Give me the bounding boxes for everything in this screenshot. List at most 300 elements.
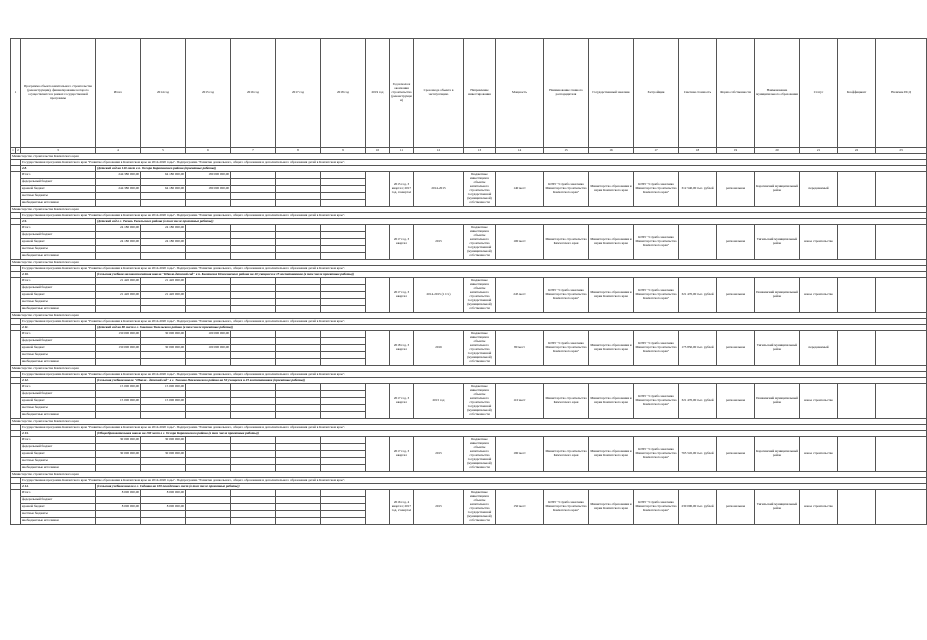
header-cell-program: Программа объекта капитального строительства (реконструкции), финансирование которого осуществляется в рамках государственной программы [21, 39, 96, 148]
deadline: 2015 [414, 225, 464, 260]
amount-2017 [276, 412, 321, 419]
column-number-cell: 8 [276, 148, 321, 154]
finance-label: краевой бюджет [21, 504, 96, 511]
amount-2016 [231, 352, 276, 359]
municipality: Тигильский муниципальный район [755, 490, 800, 525]
program-label: Государственная программа Камчатского края "Развитие образования в Камчатском крае на 2014-2020 годы". Подпрограмма "Развитие дошкольного, общего образования и дополнительного образования детей в Камчатском крае". [21, 160, 927, 166]
finance-label: федеральный бюджет [21, 444, 96, 451]
construction-years: 2018 год, 3 квартал [390, 331, 414, 366]
municipality: Пенжинский муниципальный район [755, 278, 800, 313]
object-title: (Общеобразовательная школа на 190 мест в с. Оссора Карагинского района (в том числе проектные работы)) [96, 431, 927, 437]
amount-2014 [141, 200, 186, 207]
year-2019 [366, 331, 390, 366]
amount-2016 [231, 458, 276, 465]
coefficient [838, 172, 876, 207]
amount-total [96, 179, 141, 186]
state-customer: Министерство образования и науки Камчатского края [589, 172, 634, 207]
state-customer: Министерство образования и науки Камчатского края [589, 278, 634, 313]
finance-row [11, 225, 927, 232]
amount-total [96, 458, 141, 465]
year-2019 [366, 225, 390, 260]
finance-label: внебюджетные источники [21, 518, 96, 525]
object-left-spacer [11, 331, 21, 366]
capacity: 80 мест [496, 331, 544, 366]
amount-total [96, 253, 141, 260]
psd [876, 278, 927, 313]
object-status: новое строительство [800, 384, 838, 419]
amount-2015 [186, 193, 231, 200]
finance-label: федеральный бюджет [21, 232, 96, 239]
amount-2015 [186, 458, 231, 465]
finance-label: местные бюджеты [21, 458, 96, 465]
amount-2015 [186, 200, 231, 207]
finance-label: федеральный бюджет [21, 338, 96, 345]
amount-2018 [321, 239, 366, 246]
program-label: Государственная программа Камчатского края "Развитие образования в Камчатском крае на 2014-2020 годы". Подпрограмма "Развитие дошкольного, общего образования и дополнительного образования детей в Камчатском крае". [21, 425, 927, 431]
amount-2018 [321, 490, 366, 497]
estimated-cost: 321 470,00 тыс. рублей [679, 278, 717, 313]
amount-total [96, 200, 141, 207]
column-number-cell: 6 [186, 148, 231, 154]
amount-2014 [141, 518, 186, 525]
coefficient [838, 384, 876, 419]
amount-total: 244 380 000,00 [96, 186, 141, 193]
finance-label: Итого [21, 172, 96, 179]
amount-2016 [231, 359, 276, 366]
header-cell-total: Итого [96, 39, 141, 148]
amount-2017 [276, 345, 321, 352]
finance-row [11, 490, 927, 497]
state-customer: Министерство образования и науки Камчатского края [589, 331, 634, 366]
amount-2018 [321, 331, 366, 338]
finance-label: федеральный бюджет [21, 391, 96, 398]
amount-2016 [231, 465, 276, 472]
amount-total: 130 000 000,00 [96, 331, 141, 338]
header-cell-years: Год начала и окончания строительства (реконструкции) [390, 39, 414, 148]
amount-2015 [186, 437, 231, 444]
amount-2017 [276, 306, 321, 313]
amount-2014: 21 420 000,00 [141, 278, 186, 285]
amount-2018 [321, 518, 366, 525]
amount-total: 21 420 000,00 [96, 292, 141, 299]
program-label: Государственная программа Камчатского края "Развитие образования в Камчатском крае на 2014-2020 годы". Подпрограмма "Развитие дошкольного, общего образования и дополнительного образования детей в Камчатском крае". [21, 213, 927, 219]
finance-row [11, 172, 927, 179]
estimated-cost: 175 850,00 тыс. рублей [679, 331, 717, 366]
header-cell-2014: 2014 год [141, 39, 186, 148]
ownership-form: региональная [717, 225, 755, 260]
column-number-cell: 20 [755, 148, 800, 154]
amount-2014 [141, 391, 186, 398]
object-status: новое строительство [800, 278, 838, 313]
amount-total [96, 246, 141, 253]
column-number-cell: 2 [17, 147, 19, 152]
amount-2016 [231, 179, 276, 186]
column-number-cell: 21 [800, 148, 838, 154]
amount-total [96, 444, 141, 451]
amount-2018 [321, 451, 366, 458]
amount-2018 [321, 511, 366, 518]
ownership-form: региональная [717, 490, 755, 525]
column-number-cell: 11 [390, 148, 414, 154]
finance-label: краевой бюджет [21, 345, 96, 352]
psd [876, 225, 927, 260]
amount-2017 [276, 497, 321, 504]
amount-2014 [141, 412, 186, 419]
ownership-form: региональная [717, 172, 755, 207]
amount-total [96, 306, 141, 313]
finance-label: местные бюджеты [21, 299, 96, 306]
column-number-cell: 19 [717, 148, 755, 154]
amount-2017 [276, 398, 321, 405]
capacity: 140 мест [496, 172, 544, 207]
developer: КГБУ "Служба заказчика Министерства строительства Камчатского края" [634, 172, 679, 207]
amount-2014 [141, 306, 186, 313]
amount-total: 30 000 000,00 [96, 437, 141, 444]
amount-2014 [141, 253, 186, 260]
amount-2016 [231, 193, 276, 200]
amount-2015 [186, 278, 231, 285]
main-manager: КГБУ "Служба заказчика Министерства строительства Камчатского края" [544, 331, 589, 366]
amount-2014: 64 180 000,00 [141, 186, 186, 193]
municipality: Пенжинский муниципальный район [755, 384, 800, 419]
object-number: 2.13. [21, 431, 96, 437]
coefficient [838, 331, 876, 366]
amount-2016 [231, 384, 276, 391]
finance-row [11, 437, 927, 444]
amount-2018 [321, 398, 366, 405]
finance-label: краевой бюджет [21, 292, 96, 299]
amount-2016 [231, 299, 276, 306]
capacity: 100 мест [496, 225, 544, 260]
amount-2016 [231, 451, 276, 458]
amount-2017 [276, 437, 321, 444]
amount-2017 [276, 391, 321, 398]
year-2019 [366, 172, 390, 207]
amount-total: 8 000 000,00 [96, 490, 141, 497]
amount-2017 [276, 172, 321, 179]
header-cell-direction: Направление инвестирования [464, 39, 496, 148]
object-number: 2.12. [21, 378, 96, 384]
amount-2015: 100 000 000,00 [186, 345, 231, 352]
amount-2015 [186, 225, 231, 232]
investment-direction: Бюджетные инвестиции в объекты капитального строительства государственной (муниципальной) собственности [464, 278, 496, 313]
column-number-cell: 4 [96, 148, 141, 154]
coefficient [838, 490, 876, 525]
municipality: Карагинский муниципальный район [755, 172, 800, 207]
amount-2015 [186, 239, 231, 246]
amount-2014 [141, 444, 186, 451]
state-customer: Министерство образования и науки Камчатского края [589, 490, 634, 525]
amount-2015 [186, 292, 231, 299]
deadline: 2015 [414, 437, 464, 472]
municipality: Карагинский муниципальный район [755, 437, 800, 472]
developer: КГБУ "Служба заказчика Министерства строительства Камчатского края" [634, 437, 679, 472]
year-2019 [366, 278, 390, 313]
amount-2016 [231, 246, 276, 253]
header-cell-ownership: Форма собственности [717, 39, 755, 148]
amount-2018 [321, 352, 366, 359]
column-number-cell: 10 [366, 148, 390, 154]
amount-2018 [321, 253, 366, 260]
amount-2017 [276, 193, 321, 200]
finance-label: Итого [21, 384, 96, 391]
amount-2017 [276, 299, 321, 306]
amount-2017 [276, 359, 321, 366]
amount-total [96, 193, 141, 200]
amount-2014 [141, 511, 186, 518]
amount-2018 [321, 172, 366, 179]
table-header-row [11, 39, 927, 148]
amount-2015 [186, 285, 231, 292]
amount-2015 [186, 384, 231, 391]
column-number-cell: 17 [634, 148, 679, 154]
amount-2018 [321, 465, 366, 472]
amount-total [96, 465, 141, 472]
ministry-label: Министерство строительства Камчатского края [11, 366, 927, 372]
object-number: 2.8. [21, 166, 96, 172]
amount-2015 [186, 299, 231, 306]
main-manager: Министерство строительства Камчатского края [544, 437, 589, 472]
amount-2016 [231, 172, 276, 179]
amount-2016 [231, 306, 276, 313]
amount-2016 [231, 412, 276, 419]
amount-total: 24 180 000,00 [96, 239, 141, 246]
amount-2018 [321, 306, 366, 313]
amount-2014: 24 180 000,00 [141, 225, 186, 232]
header-cell-state-customer: Государственный заказчик [589, 39, 634, 148]
header-cell-deadline: Срок ввода объекта в эксплуатацию [414, 39, 464, 148]
deadline: 2014-2015 (1 Ст.) [414, 278, 464, 313]
column-number-cell: 18 [679, 148, 717, 154]
finance-label: местные бюджеты [21, 193, 96, 200]
program-label: Государственная программа Камчатского края "Развитие образования в Камчатском крае на 2014-2020 годы". Подпрограмма "Развитие дошкольного, общего образования и дополнительного образования детей в Камчатском крае". [21, 266, 927, 272]
program-label: Государственная программа Камчатского края "Развитие образования в Камчатском крае на 2014-2020 годы". Подпрограмма "Развитие дошкольного, общего образования и дополнительного образования детей в Камчатском крае". [21, 319, 927, 325]
amount-2014 [141, 232, 186, 239]
column-number-cell: 15 [544, 148, 589, 154]
amount-2016 [231, 225, 276, 232]
amount-total [96, 299, 141, 306]
header-cell-2018: 2018 год [321, 39, 366, 148]
amount-2018 [321, 384, 366, 391]
amount-2014 [141, 405, 186, 412]
finance-label: Итого [21, 225, 96, 232]
amount-total: 24 180 000,00 [96, 225, 141, 232]
header-cell-num: 1 [11, 39, 21, 148]
amount-2014 [141, 352, 186, 359]
ownership-form: региональная [717, 384, 755, 419]
amount-2017 [276, 239, 321, 246]
amount-2017 [276, 179, 321, 186]
coefficient [838, 225, 876, 260]
amount-2014: 30 000 000,00 [141, 451, 186, 458]
amount-2014: 64 180 000,00 [141, 172, 186, 179]
amount-2014 [141, 193, 186, 200]
amount-2014: 8 000 000,00 [141, 504, 186, 511]
object-title: (Детский сад на 140 мест в п. Оссора Карагинского района (проектные работы)) [96, 166, 927, 172]
amount-2015 [186, 444, 231, 451]
capacity: 150 мест [496, 490, 544, 525]
header-cell-coefficient: Коэффициент [838, 39, 876, 148]
amount-2018 [321, 232, 366, 239]
ownership-form: региональная [717, 331, 755, 366]
header-cell-2017: 2017 год [276, 39, 321, 148]
amount-2015 [186, 412, 231, 419]
amount-total [96, 232, 141, 239]
amount-2015 [186, 398, 231, 405]
amount-2017 [276, 253, 321, 260]
object-number: 2.9. [21, 219, 96, 225]
amount-2018 [321, 193, 366, 200]
amount-2018 [321, 225, 366, 232]
finance-label: внебюджетные источники [21, 200, 96, 207]
amount-2018 [321, 412, 366, 419]
amount-2016 [231, 497, 276, 504]
finance-label: местные бюджеты [21, 352, 96, 359]
main-manager: Министерство строительства Камчатского края [544, 225, 589, 260]
investment-direction: Бюджетные инвестиции в объекты капитального строительства государственной (муниципальной) собственности [464, 490, 496, 525]
finance-label: внебюджетные источники [21, 306, 96, 313]
header-cell-status: Статус [800, 39, 838, 148]
object-title: (Сельская учебная школа "Школа - детский сад" в с. Таловка Пенжинского района на 50 учащихся и 25 воспитанников (проектные работы)) [96, 378, 927, 384]
main-manager: КГБУ "Служба заказчика Министерства строительства Камчатского края" [544, 490, 589, 525]
object-number: 2.14. [21, 484, 96, 490]
amount-2017 [276, 444, 321, 451]
ownership-form: региональная [717, 437, 755, 472]
amount-2017 [276, 451, 321, 458]
amount-2014: 21 420 000,00 [141, 292, 186, 299]
amount-total [96, 391, 141, 398]
ministry-label: Министерство строительства Камчатского края [11, 207, 927, 213]
amount-2016 [231, 518, 276, 525]
finance-label: местные бюджеты [21, 405, 96, 412]
amount-2016 [231, 345, 276, 352]
header-cell-psd: Наличие ПСД [876, 39, 927, 148]
header-cell-2016: 2016 год [231, 39, 276, 148]
column-number-cell: 16 [589, 148, 634, 154]
amount-2016 [231, 278, 276, 285]
amount-total [96, 352, 141, 359]
object-status: новое строительство [800, 225, 838, 260]
amount-2015 [186, 306, 231, 313]
amount-2015 [186, 504, 231, 511]
amount-2017 [276, 384, 321, 391]
object-status: новое строительство [800, 490, 838, 525]
amount-2018 [321, 246, 366, 253]
amount-2015 [186, 451, 231, 458]
finance-label: краевой бюджет [21, 398, 96, 405]
amount-2017 [276, 504, 321, 511]
amount-2014 [141, 285, 186, 292]
ministry-label: Министерство строительства Камчатского края [11, 419, 927, 425]
amount-2016 [231, 253, 276, 260]
amount-2015 [186, 465, 231, 472]
amount-2016 [231, 338, 276, 345]
amount-2018 [321, 345, 366, 352]
amount-2014 [141, 338, 186, 345]
amount-2017 [276, 285, 321, 292]
coefficient [838, 278, 876, 313]
object-left-spacer [11, 384, 21, 419]
finance-label: краевой бюджет [21, 239, 96, 246]
amount-2014: 30 000 000,00 [141, 331, 186, 338]
finance-label: местные бюджеты [21, 246, 96, 253]
column-number-cell: 22 [838, 148, 876, 154]
amount-2017 [276, 278, 321, 285]
object-left-spacer [11, 490, 21, 525]
amount-2016 [231, 239, 276, 246]
amount-2014 [141, 359, 186, 366]
finance-label: внебюджетные источники [21, 359, 96, 366]
amount-2017 [276, 186, 321, 193]
construction-years: 2017 год, 3 квартал [390, 278, 414, 313]
amount-2016 [231, 285, 276, 292]
ministry-label: Министерство строительства Камчатского края [11, 260, 927, 266]
capacity: 110 мест [496, 384, 544, 419]
amount-total: 15 000 000,00 [96, 398, 141, 405]
amount-2015 [186, 352, 231, 359]
amount-2017 [276, 292, 321, 299]
psd [876, 437, 927, 472]
main-manager: Министерство строительства Камчатского края [544, 384, 589, 419]
amount-2014 [141, 458, 186, 465]
amount-2015 [186, 232, 231, 239]
psd [876, 490, 927, 525]
amount-2017 [276, 518, 321, 525]
investment-direction: Бюджетные инвестиции в объекты капитального строительства государственной (муниципальной) собственности [464, 331, 496, 366]
investment-table-sheet [10, 38, 911, 525]
finance-row [11, 384, 927, 391]
amount-2015 [186, 490, 231, 497]
column-number-cell: 12 [414, 148, 464, 154]
amount-2017 [276, 225, 321, 232]
amount-2016 [231, 405, 276, 412]
object-number: 2.11. [21, 325, 96, 331]
column-number-cell: 23 [876, 148, 927, 154]
object-title: (Детский сад на 80 мест в с. Хаилино Тигильского района (в том числе проектные работы)) [96, 325, 927, 331]
amount-2017 [276, 352, 321, 359]
amount-total: 130 000 000,00 [96, 345, 141, 352]
investment-direction: Бюджетные инвестиции в объекты капитального строительства государственной (муниципальной) собственности [464, 384, 496, 419]
municipality: Тигильский муниципальный район [755, 331, 800, 366]
amount-total [96, 285, 141, 292]
estimated-cost: 230 000,00 тыс. рублей [679, 490, 717, 525]
amount-2018 [321, 458, 366, 465]
amount-2018 [321, 437, 366, 444]
amount-2014 [141, 465, 186, 472]
header-cell-2015: 2015 год [186, 39, 231, 148]
amount-2015 [186, 338, 231, 345]
column-number-cell: 5 [141, 148, 186, 154]
amount-2015 [186, 253, 231, 260]
amount-2018 [321, 299, 366, 306]
finance-label: федеральный бюджет [21, 179, 96, 186]
capacity: 245 мест [496, 278, 544, 313]
amount-total [96, 405, 141, 412]
construction-years: 2017 год, 3 квартал [390, 225, 414, 260]
deadline: 2015 [414, 490, 464, 525]
amount-2017 [276, 246, 321, 253]
amount-2017 [276, 331, 321, 338]
amount-2015 [186, 179, 231, 186]
amount-2015 [186, 359, 231, 366]
year-2019 [366, 384, 390, 419]
amount-total [96, 412, 141, 419]
amount-2016 [231, 398, 276, 405]
ministry-label: Министерство строительства Камчатского края [11, 472, 927, 478]
object-left-spacer [11, 225, 21, 260]
amount-2014: 30 000 000,00 [141, 345, 186, 352]
finance-row [11, 278, 927, 285]
